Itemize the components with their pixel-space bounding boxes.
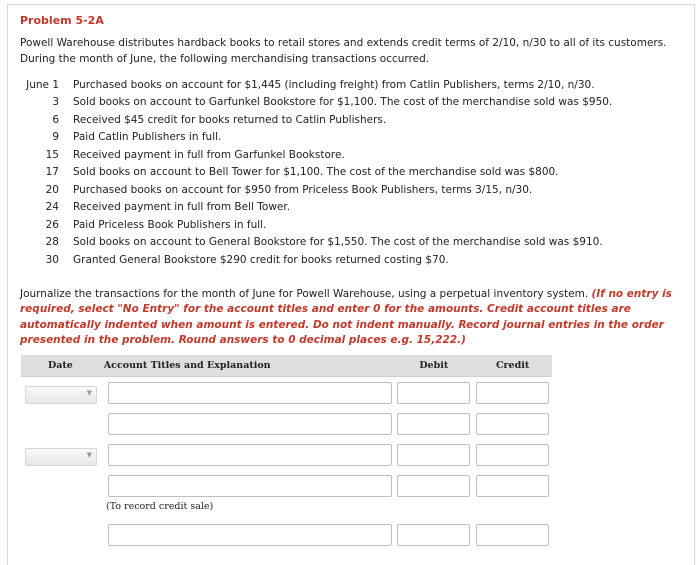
date-select[interactable] <box>25 386 97 404</box>
transaction-description: Received payment in full from Garfunkel Bookstore. <box>73 148 345 161</box>
transaction-description: Paid Catlin Publishers in full. <box>73 131 222 144</box>
header-credit: Credit <box>495 360 530 371</box>
journal-entry-table <box>21 355 552 512</box>
problem-intro: Powell Warehouse distributes hardback books to retail stores and extends credit terms of 2/10, n/30 to all of its customers. During the month of June, the following merchandising transactions occurred. <box>20 37 667 65</box>
credit-input[interactable] <box>476 444 549 466</box>
transaction-date: 24 <box>45 201 59 214</box>
transaction-date: 6 <box>52 113 59 126</box>
transaction-description: Received payment in full from Bell Tower. <box>73 201 291 214</box>
instructions-emphasis: (If no entry is required, select "No Entry" for the account titles and enter 0 for the amounts. Credit account titles are automatically indented when amount is entered. Do not indent manually. Record journal entries in the order presented in the problem. Round answers to 0 decimal places e.g. 15,222.) <box>20 287 672 346</box>
transaction-date: June 1 <box>26 78 59 91</box>
transaction-date: 17 <box>45 166 59 179</box>
transaction-description: Purchased books on account for $950 from Priceless Book Publishers, terms 3/15, n/30. <box>73 183 533 196</box>
journal-row <box>21 444 552 468</box>
transaction-date: 28 <box>45 236 59 249</box>
transaction-item <box>20 129 690 147</box>
journal-row <box>21 475 552 499</box>
debit-input[interactable] <box>397 475 470 497</box>
journal-row <box>21 413 552 437</box>
header-account: Account Titles and Explanation <box>103 360 271 371</box>
account-title-input[interactable] <box>108 524 392 546</box>
transaction-item <box>20 164 690 182</box>
transaction-item <box>20 76 690 94</box>
debit-input[interactable] <box>397 382 470 404</box>
credit-input[interactable] <box>476 475 549 497</box>
transaction-item <box>20 94 690 112</box>
header-debit: Debit <box>419 360 449 371</box>
journal-header <box>21 355 552 377</box>
credit-input[interactable] <box>476 382 549 404</box>
problem-title: Problem 5-2A <box>20 14 104 27</box>
transaction-item <box>20 146 690 164</box>
instructions-text: Journalize the transactions for the month of June for Powell Warehouse, using a perpetual inventory system. <box>20 287 592 300</box>
account-title-input[interactable] <box>108 444 392 466</box>
credit-input[interactable] <box>476 413 549 435</box>
instructions <box>20 287 690 349</box>
account-title-input[interactable] <box>108 475 392 497</box>
problem-content <box>20 14 690 349</box>
transaction-item <box>20 199 690 217</box>
transaction-date: 20 <box>45 183 59 196</box>
transaction-date: 9 <box>52 131 59 144</box>
journal-row <box>21 524 552 548</box>
transaction-description: Sold books on account to Bell Tower for $1,100. The cost of the merchandise sold was $800. <box>73 166 559 179</box>
transaction-date: 26 <box>45 218 59 231</box>
transaction-description: Paid Priceless Book Publishers in full. <box>73 218 267 231</box>
credit-input[interactable] <box>476 524 549 546</box>
transaction-item <box>20 181 690 199</box>
chevron-down-icon: ▼ <box>86 389 92 397</box>
transaction-description: Purchased books on account for $1,445 (including freight) from Catlin Publishers, terms 2/10, n/30. <box>73 78 595 91</box>
transaction-item <box>20 216 690 234</box>
journal-row <box>21 382 552 406</box>
transaction-item <box>20 234 690 252</box>
transaction-item <box>20 111 690 129</box>
transaction-description: Sold books on account to General Bookstore for $1,550. The cost of the merchandise sold was $910. <box>73 236 603 249</box>
transaction-description: Granted General Bookstore $290 credit for books returned costing $70. <box>73 253 449 266</box>
account-title-input[interactable] <box>108 413 392 435</box>
header-date: Date <box>47 360 73 371</box>
account-title-input[interactable] <box>108 382 392 404</box>
transaction-date: 30 <box>45 253 59 266</box>
transaction-item <box>20 251 690 269</box>
transaction-list <box>20 76 690 269</box>
date-select[interactable] <box>25 448 97 466</box>
transaction-description: Sold books on account to Garfunkel Bookstore for $1,100. The cost of the merchandise sold was $950. <box>73 96 613 109</box>
transaction-date: 3 <box>52 96 59 109</box>
debit-input[interactable] <box>397 524 470 546</box>
debit-input[interactable] <box>397 444 470 466</box>
transaction-description: Received $45 credit for books returned to Catlin Publishers. <box>73 113 387 126</box>
entry-explanation: (To record credit sale) <box>106 501 214 512</box>
chevron-down-icon: ▼ <box>86 451 92 459</box>
transaction-date: 15 <box>45 148 59 161</box>
debit-input[interactable] <box>397 413 470 435</box>
